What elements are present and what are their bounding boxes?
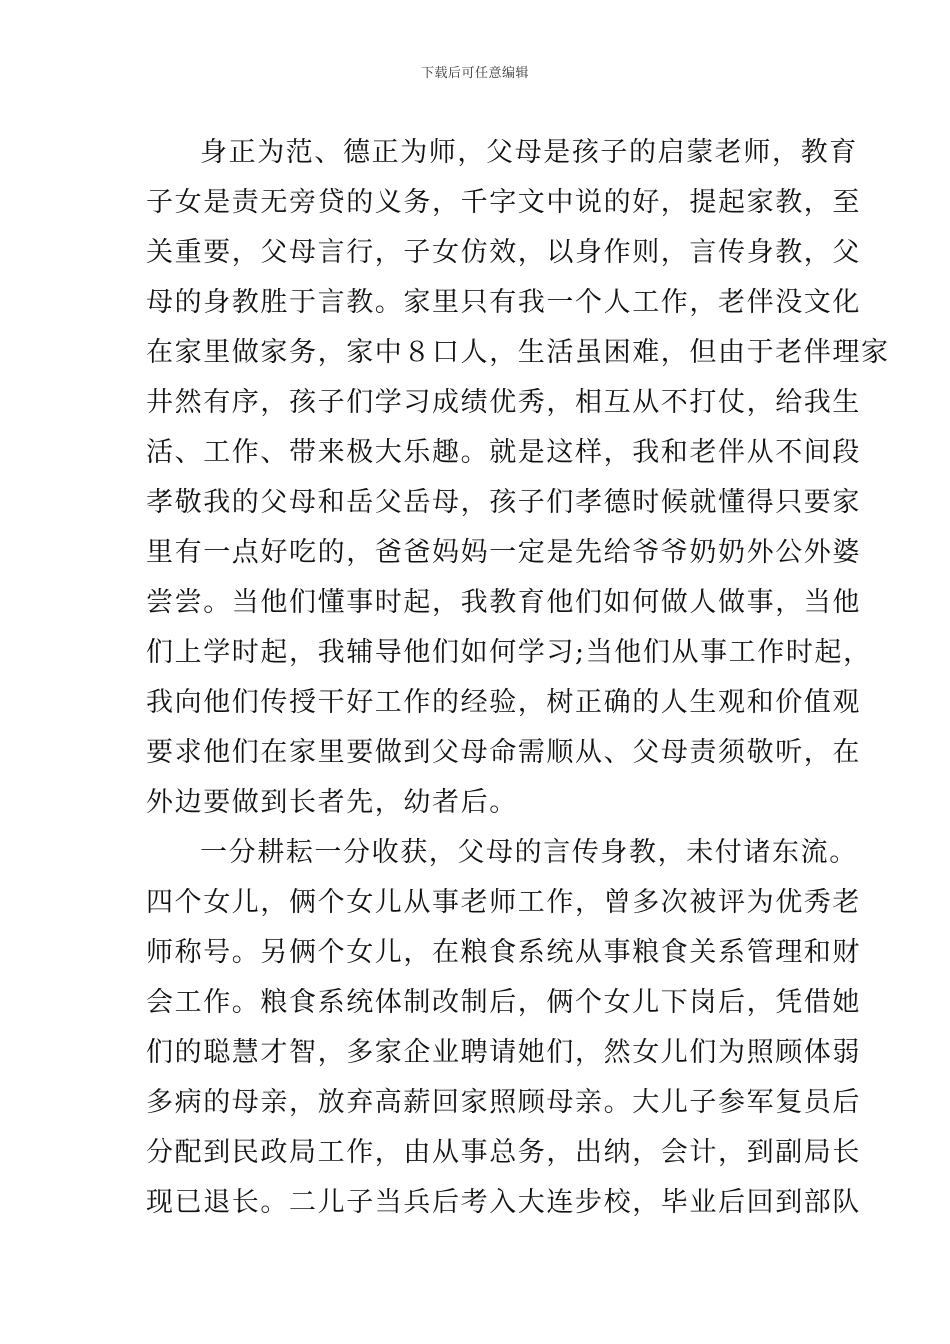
text-line: 活、工作、带来极大乐趣。就是这样，我和老伴从不间段: [146, 437, 861, 468]
text-line: 要求他们在家里要做到父母命需顺从、父母责须敬听，在: [146, 737, 861, 768]
text-line: 师称号。另俩个女儿，在粮食系统从事粮食关系管理和财: [146, 937, 861, 968]
text-line: 们的聪慧才智，多家企业聘请她们，然女儿们为照顾体弱: [146, 1037, 861, 1068]
text-line: 一分耕耘一分收获，父母的言传身教，未付诸东流。: [200, 837, 858, 868]
text-line: 分配到民政局工作，由从事总务，出纳，会计，到副局长: [146, 1137, 861, 1168]
text-line: 关重要，父母言行，子女仿效，以身作则，言传身教，父: [146, 237, 861, 268]
text-line: 外边要做到长者先，幼者后。: [146, 787, 518, 818]
header-note: 下载后可任意编辑: [420, 66, 529, 81]
text-line: 里有一点好吃的，爸爸妈妈一定是先给爷爷奶奶外公外婆: [146, 537, 861, 568]
text-line: 在家里做家务，家中８口人，生活虽困难，但由于老伴理家: [146, 337, 890, 368]
text-line: 多病的母亲，放弃高薪回家照顾母亲。大儿子参军复员后: [146, 1087, 861, 1118]
text-line: 子女是责无旁贷的义务，千字文中说的好，提起家教，至: [146, 187, 861, 218]
text-line: 尝尝。当他们懂事时起，我教育他们如何做人做事，当他: [146, 587, 861, 618]
body-text: [146, 128, 890, 1228]
text-line: 会工作。粮食系统体制改制后，俩个女儿下岗后，凭借她: [146, 987, 861, 1018]
text-line: 我向他们传授干好工作的经验，树正确的人生观和价值观: [146, 687, 861, 718]
text-line: 们上学时起，我辅导他们如何学习;当他们从事工作时起，: [146, 637, 872, 668]
text-line: 孝敬我的父母和岳父岳母，孩子们孝德时候就懂得只要家: [146, 487, 861, 518]
text-line: 现已退长。二儿子当兵后考入大连步校，毕业后回到部队: [146, 1187, 861, 1218]
text-line: 井然有序，孩子们学习成绩优秀，相互从不打仗，给我生: [146, 387, 861, 418]
text-line: 身正为范、德正为师，父母是孩子的启蒙老师，教育: [200, 137, 858, 168]
text-line: 四个女儿，俩个女儿从事老师工作，曾多次被评为优秀老: [146, 887, 861, 918]
text-line: 母的身教胜于言教。家里只有我一个人工作，老伴没文化: [146, 287, 861, 318]
